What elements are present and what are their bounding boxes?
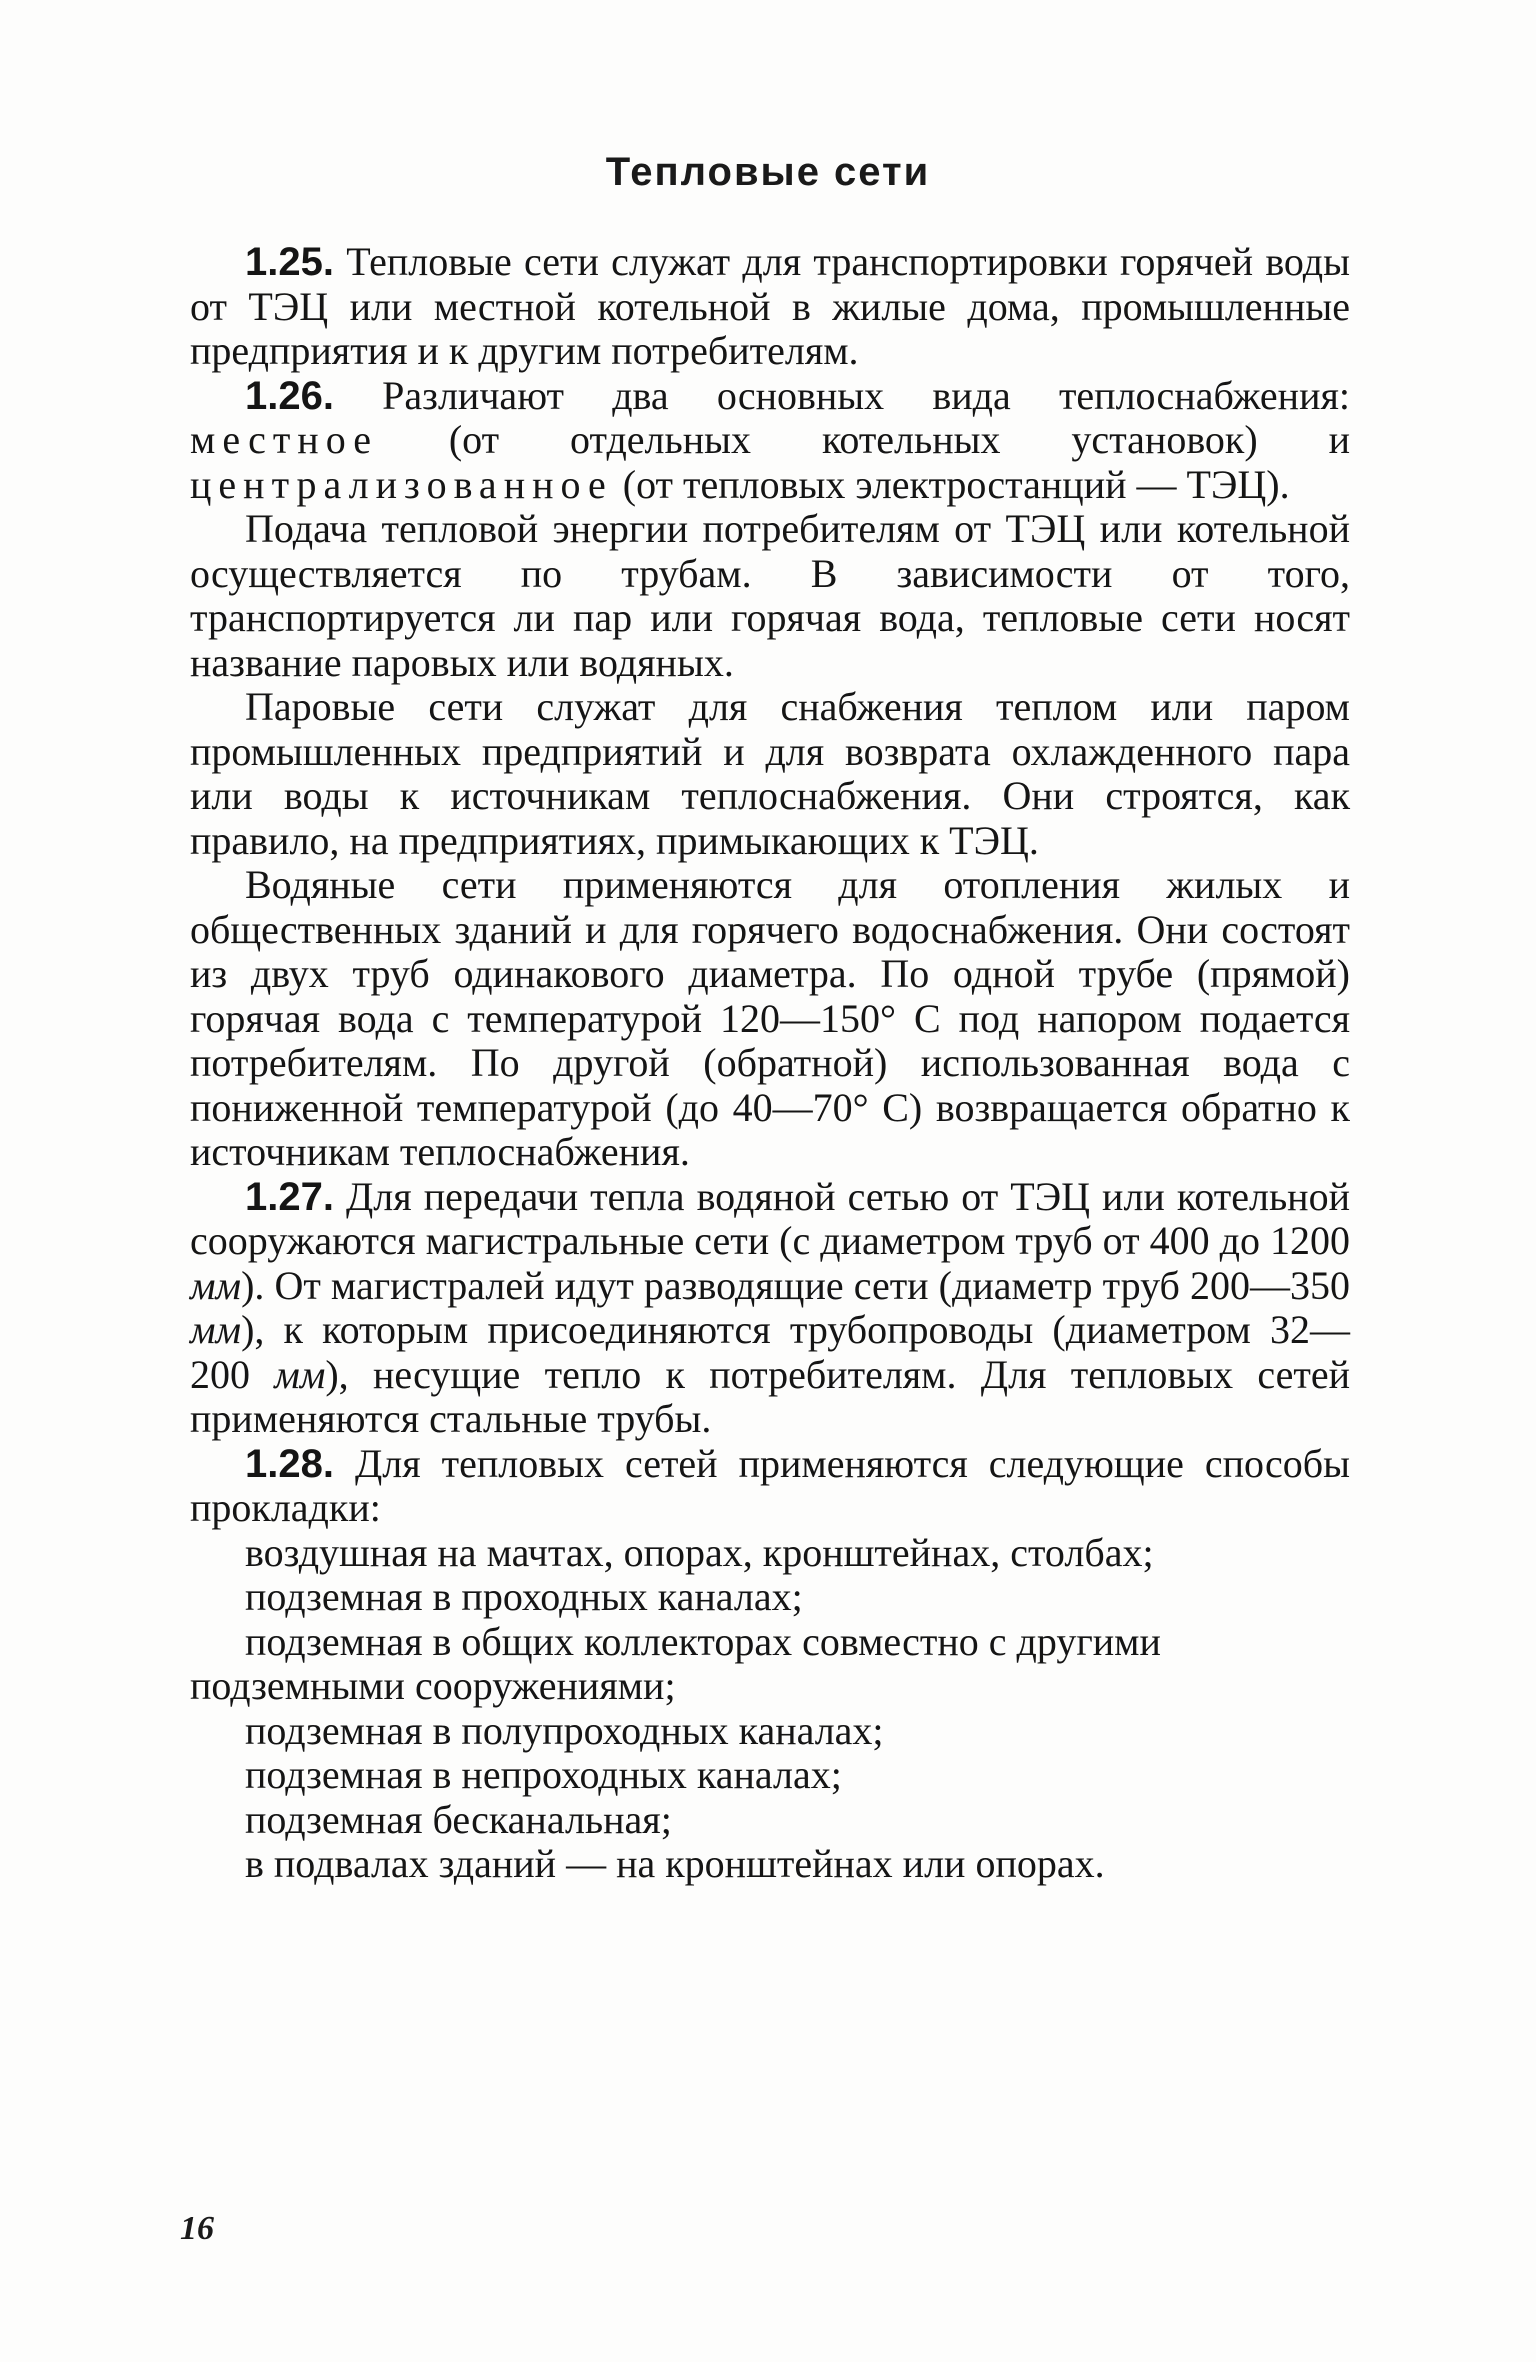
method-common-collectors: подземная в общих коллекторах совместно с другими (245, 1618, 1161, 1664)
paragraph-text: Тепловые сети служат для транспортировки горячей воды от ТЭЦ или местной котельной в жилые дома, промышленные предприятия и к другим потребителям. (190, 239, 1350, 373)
paragraph-supply: Подача тепловой энергии потребителям от ТЭЦ или котельной осуществляется по трубам. В зависимости от того, транспортируется ли пар или горячая вода, тепловые сети носят название паровых или водяных. (190, 506, 1350, 685)
paragraph-steam-networks: Паровые сети служат для снабжения теплом или паром промышленных предприятий и для возврата охлажденного пара или воды к источникам теплоснабжения. Они строятся, как правило, на предприятиях, примыкающих к ТЭЦ. (190, 684, 1350, 863)
method-common-collectors-cont: подземными сооружениями; (190, 1663, 676, 1708)
method-walk-through-channels: подземная в проходных каналах; (245, 1574, 803, 1619)
paragraph-text: (от тепловых электростанций — ТЭЦ). (612, 461, 1290, 507)
paragraph-text: Для передачи тепла водяной сетью от ТЭЦ или котельной сооружаются магистральные сети (с диаметром труб от 400 до 1200 (190, 1173, 1350, 1263)
term-local: местное (190, 417, 378, 462)
paragraph-number: 1.28. (245, 1441, 334, 1486)
page-number: 16 (180, 2210, 214, 2247)
paragraph-water-networks: Водяные сети применяются для отопления жилых и общественных зданий и для горячего водоснабжения. Они состоят из двух труб одинакового диаметра. По одной трубе (прямой) горячая вода с температурой 120—150° С под напором подается потребителям. По другой (обратной) использованная вода с пониженной температурой (до 40—70° С) возвращается обратно к источникам теплоснабжения. (190, 862, 1350, 1174)
section-heading: Тепловые сети (605, 150, 931, 194)
unit-mm: мм (190, 1307, 242, 1352)
unit-mm: мм (190, 1262, 242, 1308)
paragraph-1-27 (190, 1175, 1350, 1442)
body-text (190, 240, 1350, 1887)
paragraph-text: ). От магистралей идут разводящие сети (диаметр труб 200—350 (241, 1262, 1350, 1308)
method-semi-through-channels: подземная в полупроходных каналах; (245, 1707, 884, 1753)
method-overhead: воздушная на мачтах, опорах, кронштейнах, столбах; (245, 1529, 1154, 1575)
paragraph-text: Различают два основных вида теплоснабжения: (333, 372, 1350, 418)
paragraph-text: Для тепловых сетей применяются следующие способы прокладки: (190, 1440, 1350, 1530)
paragraph-text: ), несущие тепло к потребителям. Для тепловых сетей применяются стальные трубы. (190, 1351, 1351, 1441)
paragraph-1-25 (190, 240, 1350, 374)
method-channelless: подземная бесканальная; (245, 1796, 672, 1842)
paragraph-1-28 (190, 1442, 1350, 1531)
method-non-through-channels: подземная в непроходных каналах; (245, 1752, 842, 1797)
term-centralized: централизованное (190, 461, 613, 507)
paragraph-text: (от отдельных котельных установок) и (377, 417, 1350, 462)
method-basements: в подвалах зданий — на кронштейнах или опорах. (245, 1841, 1105, 1886)
paragraph-number: 1.25. (245, 240, 334, 284)
paragraph-number: 1.26. (245, 373, 334, 418)
unit-mm: мм (274, 1351, 326, 1397)
paragraph-number: 1.27. (245, 1174, 334, 1219)
paragraph-text: ), к которым присоединяются трубопроводы (диаметром 32—200 (190, 1307, 1350, 1397)
paragraph-1-26 (190, 374, 1350, 508)
